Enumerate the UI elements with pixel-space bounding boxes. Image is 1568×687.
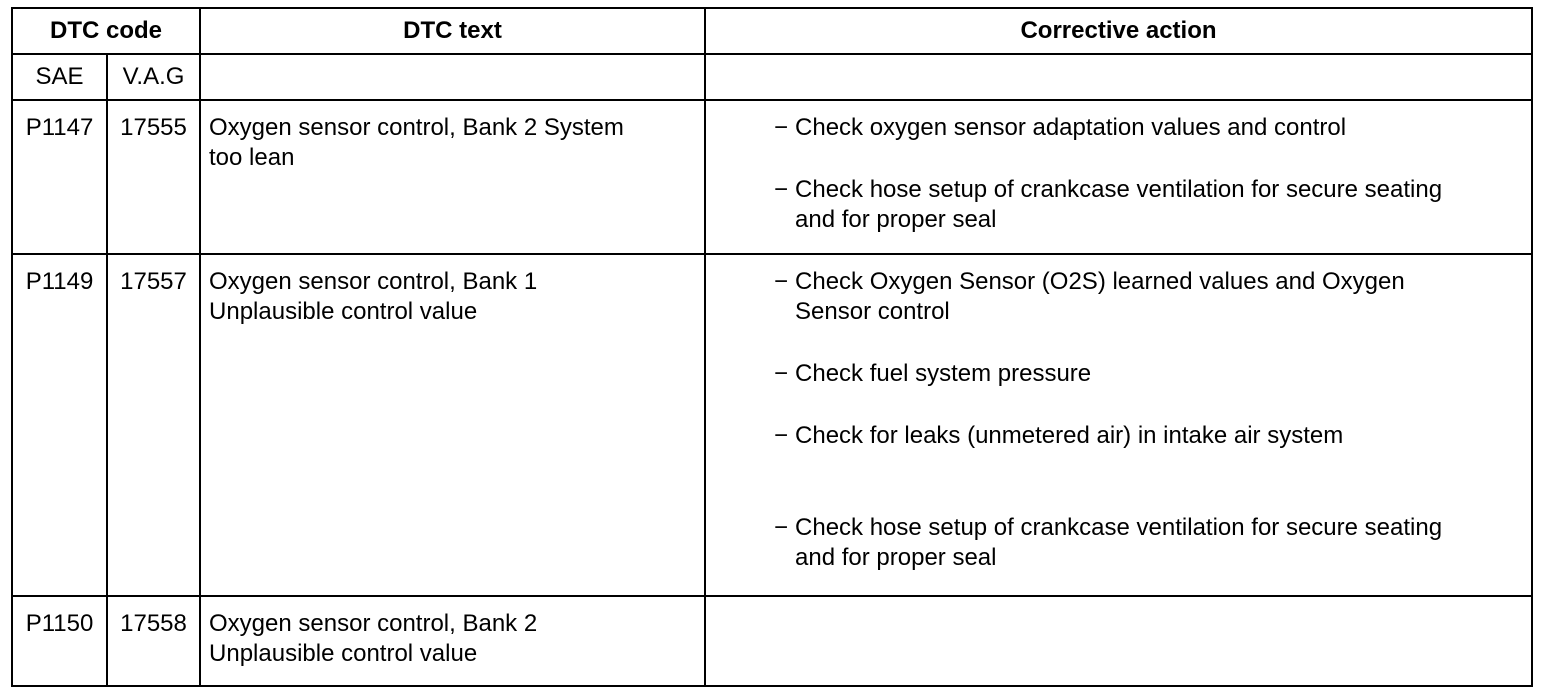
action-item bbox=[774, 267, 1517, 327]
dtc-text-cell bbox=[200, 596, 705, 686]
sae-code-cell: P1147 bbox=[12, 100, 107, 254]
dtc-text-line: Unplausible control value bbox=[209, 640, 478, 667]
dash-bullet: − bbox=[774, 514, 789, 541]
header-dtc-text: DTC text bbox=[200, 8, 705, 54]
action-item bbox=[774, 359, 1517, 389]
action-item bbox=[774, 421, 1517, 451]
dtc-text-line: too lean bbox=[209, 144, 295, 171]
dash-bullet: − bbox=[774, 360, 789, 387]
dtc-text-line: Oxygen sensor control, Bank 2 System bbox=[209, 114, 624, 141]
table-row bbox=[12, 100, 1532, 254]
subheader-empty-action bbox=[705, 54, 1532, 100]
header-corrective-action: Corrective action bbox=[705, 8, 1532, 54]
action-line: Sensor control bbox=[795, 298, 950, 325]
action-line: Check Oxygen Sensor (O2S) learned values and Oxygen bbox=[795, 268, 1405, 295]
vag-code-cell: 17555 bbox=[107, 100, 200, 254]
dtc-text-cell bbox=[200, 254, 705, 596]
table-row bbox=[12, 254, 1532, 596]
dash-bullet: − bbox=[774, 176, 789, 203]
dash-bullet: − bbox=[774, 114, 789, 141]
action-item bbox=[774, 175, 1517, 235]
action-line: Check for leaks (unmetered air) in intake air system bbox=[795, 422, 1344, 449]
vag-code-cell: 17558 bbox=[107, 596, 200, 686]
dash-bullet: − bbox=[774, 422, 789, 449]
sae-code-cell: P1149 bbox=[12, 254, 107, 596]
sae-code-cell: P1150 bbox=[12, 596, 107, 686]
action-line: Check hose setup of crankcase ventilation for secure seating bbox=[795, 514, 1443, 541]
corrective-action-cell bbox=[705, 596, 1532, 686]
action-line: Check hose setup of crankcase ventilation for secure seating bbox=[795, 176, 1443, 203]
action-line: Check oxygen sensor adaptation values and control bbox=[795, 114, 1347, 141]
vag-code-cell: 17557 bbox=[107, 254, 200, 596]
dash-bullet: − bbox=[774, 268, 789, 295]
dtc-text-line: Oxygen sensor control, Bank 2 bbox=[209, 610, 538, 637]
action-line: and for proper seal bbox=[795, 544, 997, 571]
action-line: and for proper seal bbox=[795, 206, 997, 233]
table-row bbox=[12, 596, 1532, 686]
subheader-vag: V.A.G bbox=[107, 54, 200, 100]
corrective-action-cell bbox=[705, 100, 1532, 254]
header-dtc-code: DTC code bbox=[12, 8, 200, 54]
corrective-action-cell bbox=[705, 254, 1532, 596]
subheader-sae: SAE bbox=[12, 54, 107, 100]
dtc-text-cell bbox=[200, 100, 705, 254]
dtc-text-line: Oxygen sensor control, Bank 1 bbox=[209, 268, 538, 295]
action-line: Check fuel system pressure bbox=[795, 360, 1092, 387]
header-row bbox=[12, 8, 1532, 54]
action-item bbox=[774, 113, 1517, 143]
dtc-text-line: Unplausible control value bbox=[209, 298, 478, 325]
dtc-table bbox=[11, 7, 1533, 687]
action-item bbox=[774, 513, 1517, 573]
subheader-row bbox=[12, 54, 1532, 100]
subheader-empty-text bbox=[200, 54, 705, 100]
